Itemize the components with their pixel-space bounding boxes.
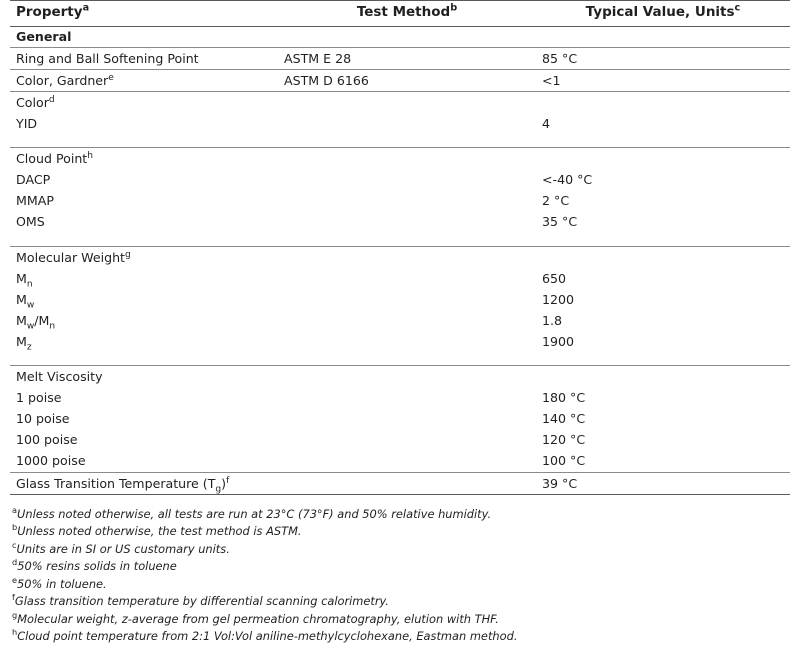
row-property bbox=[10, 310, 278, 331]
row-value: <1 bbox=[536, 69, 790, 91]
row-property-label: Color, Gardner bbox=[16, 72, 109, 88]
section-title bbox=[10, 366, 278, 388]
section-method-empty bbox=[278, 246, 536, 268]
footnotes-list bbox=[10, 506, 790, 646]
column-header-test-method-footnote-marker: b bbox=[450, 2, 458, 14]
spacer-cell bbox=[536, 352, 790, 366]
footnote-item bbox=[10, 506, 790, 524]
footnote-text: 50% in toluene. bbox=[17, 576, 107, 591]
section-title-footnote-marker: d bbox=[48, 94, 55, 105]
row-value: 35 °C bbox=[542, 214, 578, 230]
row-property-footnote-marker: f bbox=[226, 475, 230, 486]
section-title bbox=[10, 148, 278, 170]
spacer-cell bbox=[10, 233, 278, 247]
row-value: 650 bbox=[542, 270, 567, 286]
footnote-item bbox=[10, 576, 790, 594]
row-property: 100 poise bbox=[16, 432, 78, 448]
row-property-label: M bbox=[16, 333, 27, 349]
row-property-subscript: z bbox=[26, 342, 32, 353]
row-property-footnote-marker: e bbox=[108, 72, 114, 83]
row-property: 10 poise bbox=[16, 411, 70, 427]
table-row bbox=[10, 429, 790, 450]
table-row bbox=[10, 26, 790, 47]
row-method: ASTM D 6166 bbox=[278, 69, 536, 91]
header-row bbox=[10, 1, 790, 27]
row-spacer bbox=[10, 134, 790, 148]
footnote-marker: h bbox=[12, 627, 18, 638]
row-property: 1000 poise bbox=[16, 453, 86, 469]
row-property-label-2: /M bbox=[34, 312, 50, 328]
section-method-empty bbox=[278, 91, 536, 113]
row-value: 1.8 bbox=[542, 312, 563, 328]
row-method bbox=[278, 289, 536, 310]
section-title-label: Color bbox=[16, 94, 49, 110]
section-method-empty bbox=[278, 366, 536, 388]
table-row bbox=[10, 268, 790, 289]
footnote-marker: d bbox=[12, 557, 18, 568]
section-method-empty bbox=[278, 148, 536, 170]
row-method bbox=[278, 429, 536, 450]
table-row bbox=[10, 310, 790, 331]
footnote-item bbox=[10, 611, 790, 629]
row-spacer bbox=[10, 233, 790, 247]
row-property-subscript: n bbox=[26, 279, 33, 290]
footnote-marker: g bbox=[12, 610, 18, 621]
table-row bbox=[10, 472, 790, 494]
section-value-empty bbox=[536, 26, 790, 47]
footnote-text: Units are in SI or US customary units. bbox=[16, 541, 230, 556]
table-row bbox=[10, 113, 790, 134]
footnote-text: Molecular weight, z-average from gel permeation chromatography, elution with THF. bbox=[17, 611, 499, 626]
row-value: <-40 °C bbox=[542, 172, 593, 188]
row-method bbox=[278, 113, 536, 134]
row-property: YID bbox=[16, 115, 38, 131]
footnote-item bbox=[10, 593, 790, 611]
table-row bbox=[10, 331, 790, 352]
row-property: OMS bbox=[16, 214, 45, 230]
spacer-cell bbox=[278, 352, 536, 366]
row-property: DACP bbox=[16, 172, 51, 188]
table-row bbox=[10, 148, 790, 170]
column-header-property-footnote-marker: a bbox=[82, 2, 90, 14]
row-property-subscript: w bbox=[26, 300, 35, 311]
section-value-empty bbox=[536, 246, 790, 268]
row-method bbox=[278, 408, 536, 429]
spacer-cell bbox=[10, 352, 278, 366]
spacer-cell bbox=[10, 134, 278, 148]
table-row bbox=[10, 366, 790, 388]
column-header-test-method-label: Test Method bbox=[356, 4, 451, 20]
section-title-label: Molecular Weight bbox=[16, 249, 125, 265]
section-title-footnote-marker: g bbox=[125, 249, 131, 260]
footnote-item bbox=[10, 628, 790, 646]
footnote-text: Unless noted otherwise, all tests are run at 23°C (73°F) and 50% relative humidity. bbox=[17, 506, 492, 521]
row-spacer bbox=[10, 352, 790, 366]
footnote-marker: f bbox=[12, 592, 15, 603]
row-property bbox=[10, 331, 278, 352]
section-title: General bbox=[16, 28, 72, 44]
table-row bbox=[10, 211, 790, 232]
row-property-subscript: g bbox=[215, 484, 222, 495]
section-title-footnote-marker: h bbox=[87, 150, 93, 161]
row-value: 4 bbox=[542, 115, 551, 131]
row-value: 100 °C bbox=[542, 453, 586, 469]
row-method bbox=[278, 472, 536, 494]
row-value: 180 °C bbox=[542, 390, 586, 406]
row-property bbox=[10, 69, 278, 91]
table-row bbox=[10, 289, 790, 310]
row-method bbox=[278, 387, 536, 408]
row-method bbox=[278, 190, 536, 211]
section-value-empty bbox=[536, 366, 790, 388]
spacer-cell bbox=[536, 134, 790, 148]
table-row bbox=[10, 47, 790, 69]
section-method-empty bbox=[278, 26, 536, 47]
table-row bbox=[10, 246, 790, 268]
table-header bbox=[10, 1, 790, 27]
footnote-text: Cloud point temperature from 2:1 Vol:Vol aniline-methylcyclohexane, Eastman method. bbox=[17, 629, 518, 644]
footnote-item bbox=[10, 541, 790, 559]
footnote-text: 50% resins solids in toluene bbox=[17, 559, 177, 574]
footnote-marker: e bbox=[12, 575, 18, 586]
row-value: 2 °C bbox=[542, 193, 570, 209]
row-value: 140 °C bbox=[542, 411, 586, 427]
section-value-empty bbox=[536, 148, 790, 170]
section-title-label: Melt Viscosity bbox=[16, 369, 103, 385]
table-row bbox=[10, 91, 790, 113]
row-property bbox=[10, 289, 278, 310]
row-method bbox=[278, 450, 536, 472]
row-value: 1200 bbox=[542, 291, 575, 307]
row-method: ASTM E 28 bbox=[278, 47, 536, 69]
section-title bbox=[10, 246, 278, 268]
column-header-property-label: Property bbox=[16, 4, 83, 20]
column-header-test-method bbox=[278, 1, 536, 27]
footnote-marker: c bbox=[12, 539, 17, 550]
row-method bbox=[278, 310, 536, 331]
table-row bbox=[10, 169, 790, 190]
row-value: 85 °C bbox=[536, 47, 790, 69]
row-property bbox=[10, 472, 278, 494]
row-value: 39 °C bbox=[536, 472, 790, 494]
spacer-cell bbox=[278, 233, 536, 247]
row-property-label: M bbox=[16, 312, 27, 328]
column-header-typical-value bbox=[536, 1, 790, 27]
properties-table bbox=[10, 0, 790, 495]
table-row bbox=[10, 408, 790, 429]
row-method bbox=[278, 211, 536, 232]
table-row bbox=[10, 69, 790, 91]
row-value: 1900 bbox=[542, 333, 575, 349]
row-property-label: Glass Transition Temperature (T bbox=[16, 475, 216, 491]
row-method bbox=[278, 331, 536, 352]
column-header-typical-value-footnote-marker: c bbox=[734, 2, 741, 14]
section-title-label: Cloud Point bbox=[16, 151, 88, 167]
row-property bbox=[10, 268, 278, 289]
row-method bbox=[278, 268, 536, 289]
column-header-typical-value-label: Typical Value, Units bbox=[585, 4, 735, 20]
footnote-item bbox=[10, 558, 790, 576]
section-title bbox=[10, 91, 278, 113]
row-property: Ring and Ball Softening Point bbox=[10, 47, 278, 69]
spacer-cell bbox=[536, 233, 790, 247]
column-header-property bbox=[10, 1, 278, 27]
table-row bbox=[10, 450, 790, 472]
spacer-cell bbox=[278, 134, 536, 148]
row-property-subscript-2: n bbox=[49, 321, 56, 332]
row-property-label: M bbox=[16, 291, 27, 307]
section-value-empty bbox=[536, 91, 790, 113]
row-property-label: M bbox=[16, 270, 27, 286]
footnote-marker: a bbox=[12, 504, 18, 515]
footnote-text: Unless noted otherwise, the test method is ASTM. bbox=[17, 524, 302, 539]
footnote-text: Glass transition temperature by differential scanning calorimetry. bbox=[14, 594, 390, 609]
row-value: 120 °C bbox=[542, 432, 586, 448]
row-method bbox=[278, 169, 536, 190]
table-row bbox=[10, 387, 790, 408]
row-property-subscript: w bbox=[26, 321, 35, 332]
footnote-item bbox=[10, 523, 790, 541]
table-body bbox=[10, 26, 790, 494]
row-property: MMAP bbox=[16, 193, 54, 209]
table-row bbox=[10, 190, 790, 211]
footnote-marker: b bbox=[12, 522, 18, 533]
row-property: 1 poise bbox=[16, 390, 62, 406]
row-property-label-2: ) bbox=[221, 475, 227, 491]
